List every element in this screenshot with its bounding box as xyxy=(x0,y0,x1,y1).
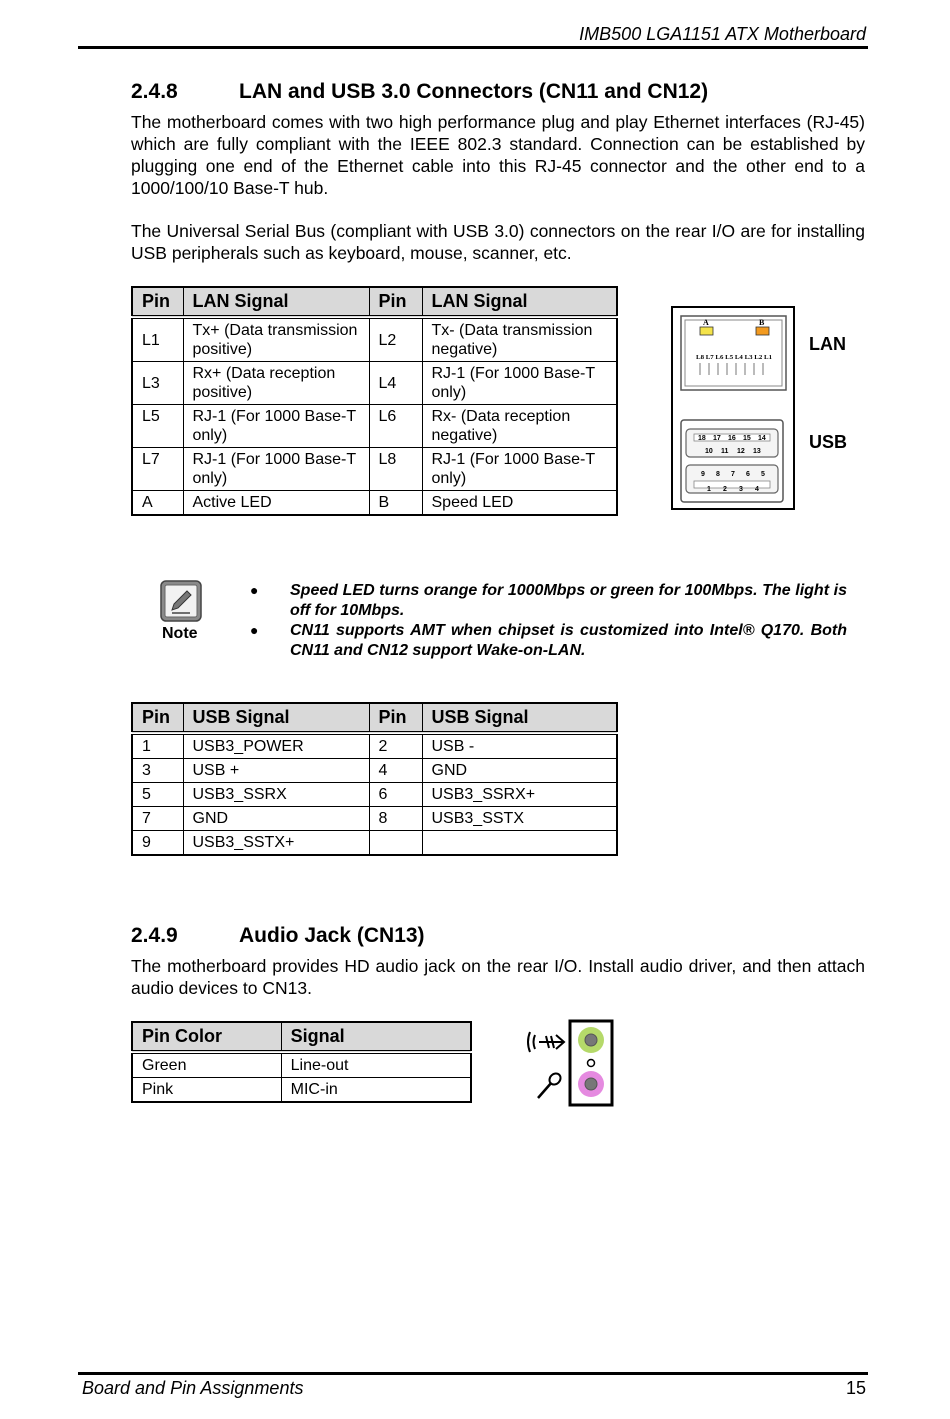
section-249-heading xyxy=(131,924,425,948)
section-248-para1: The motherboard comes with two high performance plug and play Ethernet interfaces (RJ-45) which are fully compliant with the IEEE 802.3 standard. Connection can be established by plugging one end of the Ethernet cable into this RJ-45 connector and the other end to a 1000/100/10 Base-T hub. xyxy=(131,112,865,198)
table-cell: L4 xyxy=(369,362,422,405)
table-cell: USB3_SSTX xyxy=(422,807,617,831)
page-number: 15 xyxy=(845,1378,866,1398)
section-248-heading xyxy=(131,80,708,104)
table-cell: 2 xyxy=(369,733,422,759)
table-cell: L5 xyxy=(132,405,183,448)
table-cell: GND xyxy=(422,759,617,783)
table-cell: Rx+ (Data reception positive) xyxy=(183,362,369,405)
usb-pin-label: 10 xyxy=(705,448,713,455)
table-row xyxy=(132,759,617,783)
usb-pin-label: 17 xyxy=(713,435,721,442)
table-cell: A xyxy=(132,491,183,516)
running-header: IMB500 LGA1151 ATX Motherboard xyxy=(579,24,866,44)
lan-table-header-row xyxy=(132,287,617,317)
led-b-icon xyxy=(756,327,769,335)
table-cell: 3 xyxy=(132,759,183,783)
table-cell: 9 xyxy=(132,831,183,856)
table-header-cell: Pin xyxy=(132,287,183,317)
table-row xyxy=(132,448,617,491)
table-cell: 4 xyxy=(369,759,422,783)
note-pencil-icon xyxy=(160,580,202,622)
table-cell: MIC-in xyxy=(281,1078,471,1103)
table-row xyxy=(132,317,617,362)
table-row xyxy=(132,733,617,759)
table-row xyxy=(132,1078,471,1103)
section-249-number: 2.4.9 xyxy=(131,924,178,947)
table-cell xyxy=(422,831,617,856)
table-header-cell: Pin xyxy=(369,287,422,317)
table-cell: USB3_POWER xyxy=(183,733,369,759)
usb-pin-label: 2 xyxy=(723,486,727,493)
table-cell xyxy=(369,831,422,856)
table-cell: 5 xyxy=(132,783,183,807)
table-header-cell: Pin xyxy=(132,703,183,733)
table-cell: 6 xyxy=(369,783,422,807)
table-cell: Line-out xyxy=(281,1052,471,1078)
table-header-cell: LAN Signal xyxy=(183,287,369,317)
usb-pin-label: 18 xyxy=(698,435,706,442)
table-cell: GND xyxy=(183,807,369,831)
microphone-icon xyxy=(538,1071,563,1098)
table-cell: B xyxy=(369,491,422,516)
table-row xyxy=(132,405,617,448)
table-cell: L2 xyxy=(369,317,422,362)
table-cell: L1 xyxy=(132,317,183,362)
audio-jack-diagram xyxy=(522,1018,617,1108)
note-item-1: Speed LED turns orange for 1000Mbps or green for 100Mbps. The light is off for 10Mbps. xyxy=(290,582,847,619)
table-row xyxy=(132,807,617,831)
usb-pin-label: 11 xyxy=(721,448,729,455)
line-out-jack-hole xyxy=(585,1034,597,1046)
table-cell: Active LED xyxy=(183,491,369,516)
usb-pin-label: 1 xyxy=(707,486,711,493)
table-row xyxy=(132,783,617,807)
table-cell: 7 xyxy=(132,807,183,831)
usb-pin-label: 8 xyxy=(716,471,720,478)
usb-pin-label: 3 xyxy=(739,486,743,493)
table-cell: USB - xyxy=(422,733,617,759)
table-cell: USB + xyxy=(183,759,369,783)
note-label: Note xyxy=(162,625,198,642)
table-cell: L8 xyxy=(369,448,422,491)
table-cell: Speed LED xyxy=(422,491,617,516)
usb-port-bottom xyxy=(686,465,778,493)
usb-pin-table xyxy=(131,702,618,856)
table-row xyxy=(132,491,617,516)
usb-label: USB xyxy=(809,432,848,452)
usb-pin-label: 7 xyxy=(731,471,735,478)
table-cell: Tx- (Data transmission negative) xyxy=(422,317,617,362)
table-cell: Rx- (Data reception negative) xyxy=(422,405,617,448)
header-rule xyxy=(78,46,868,49)
table-cell: USB3_SSTX+ xyxy=(183,831,369,856)
table-cell: L6 xyxy=(369,405,422,448)
footer-rule xyxy=(78,1372,868,1375)
table-cell: L7 xyxy=(132,448,183,491)
table-cell: Pink xyxy=(132,1078,281,1103)
led-a-icon xyxy=(700,327,713,335)
table-header-cell: Signal xyxy=(281,1022,471,1052)
section-248-para2: The Universal Serial Bus (compliant with USB 3.0) connectors on the rear I/O are for installing USB peripherals such as keyboard, mouse, scanner, etc. xyxy=(131,221,865,263)
usb-pin-label: 14 xyxy=(758,435,766,442)
usb-pin-label: 4 xyxy=(755,486,759,493)
table-cell: Tx+ (Data transmission positive) xyxy=(183,317,369,362)
usb-pin-label: 9 xyxy=(701,471,705,478)
usb-pin-label: 5 xyxy=(761,471,765,478)
bullet-icon: ● xyxy=(250,582,259,598)
table-cell: Green xyxy=(132,1052,281,1078)
table-row xyxy=(132,1052,471,1078)
lan-pin-labels: L8 L7 L6 L5 L4 L3 L2 L1 xyxy=(696,354,772,361)
footer-section-title: Board and Pin Assignments xyxy=(82,1378,304,1398)
table-cell: RJ-1 (For 1000 Base-T only) xyxy=(422,362,617,405)
section-248-number: 2.4.8 xyxy=(131,80,178,103)
usb-table-header-row xyxy=(132,703,617,733)
table-cell: L3 xyxy=(132,362,183,405)
audio-pin-table xyxy=(131,1021,472,1103)
usb-pin-label: 6 xyxy=(746,471,750,478)
bullet-icon: ● xyxy=(250,622,259,638)
audio-table-header-row xyxy=(132,1022,471,1052)
table-cell: 1 xyxy=(132,733,183,759)
lan-usb-connector-diagram xyxy=(670,305,800,513)
table-cell: RJ-1 (For 1000 Base-T only) xyxy=(422,448,617,491)
table-header-cell: USB Signal xyxy=(183,703,369,733)
section-249-title: Audio Jack (CN13) xyxy=(239,924,425,947)
usb-pin-label: 13 xyxy=(753,448,761,455)
section-248-title: LAN and USB 3.0 Connectors (CN11 and CN12) xyxy=(239,80,709,103)
lan-label: LAN xyxy=(809,334,846,354)
table-cell: USB3_SSRX xyxy=(183,783,369,807)
jack-indicator-dot xyxy=(588,1060,595,1067)
table-cell: RJ-1 (For 1000 Base-T only) xyxy=(183,448,369,491)
table-header-cell: Pin Color xyxy=(132,1022,281,1052)
section-249-para: The motherboard provides HD audio jack on the rear I/O. Install audio driver, and then attach audio devices to CN13. xyxy=(131,956,865,998)
table-cell: RJ-1 (For 1000 Base-T only) xyxy=(183,405,369,448)
note-item-2: CN11 supports AMT when chipset is customized into Intel® Q170. Both CN11 and CN12 support Wake-on-LAN. xyxy=(290,622,847,659)
table-header-cell: Pin xyxy=(369,703,422,733)
usb-port-top xyxy=(686,429,778,457)
table-cell: USB3_SSRX+ xyxy=(422,783,617,807)
mic-in-jack-hole xyxy=(585,1078,597,1090)
usb-pin-label: 12 xyxy=(737,448,745,455)
lan-pin-table xyxy=(131,286,618,516)
table-header-cell: USB Signal xyxy=(422,703,617,733)
table-row xyxy=(132,831,617,856)
usb-pin-label: 16 xyxy=(728,435,736,442)
table-header-cell: LAN Signal xyxy=(422,287,617,317)
led-b-label: B xyxy=(759,318,765,327)
table-row xyxy=(132,362,617,405)
table-cell: 8 xyxy=(369,807,422,831)
speaker-output-icon xyxy=(528,1032,564,1052)
usb-pin-label: 15 xyxy=(743,435,751,442)
led-a-label: A xyxy=(703,318,709,327)
